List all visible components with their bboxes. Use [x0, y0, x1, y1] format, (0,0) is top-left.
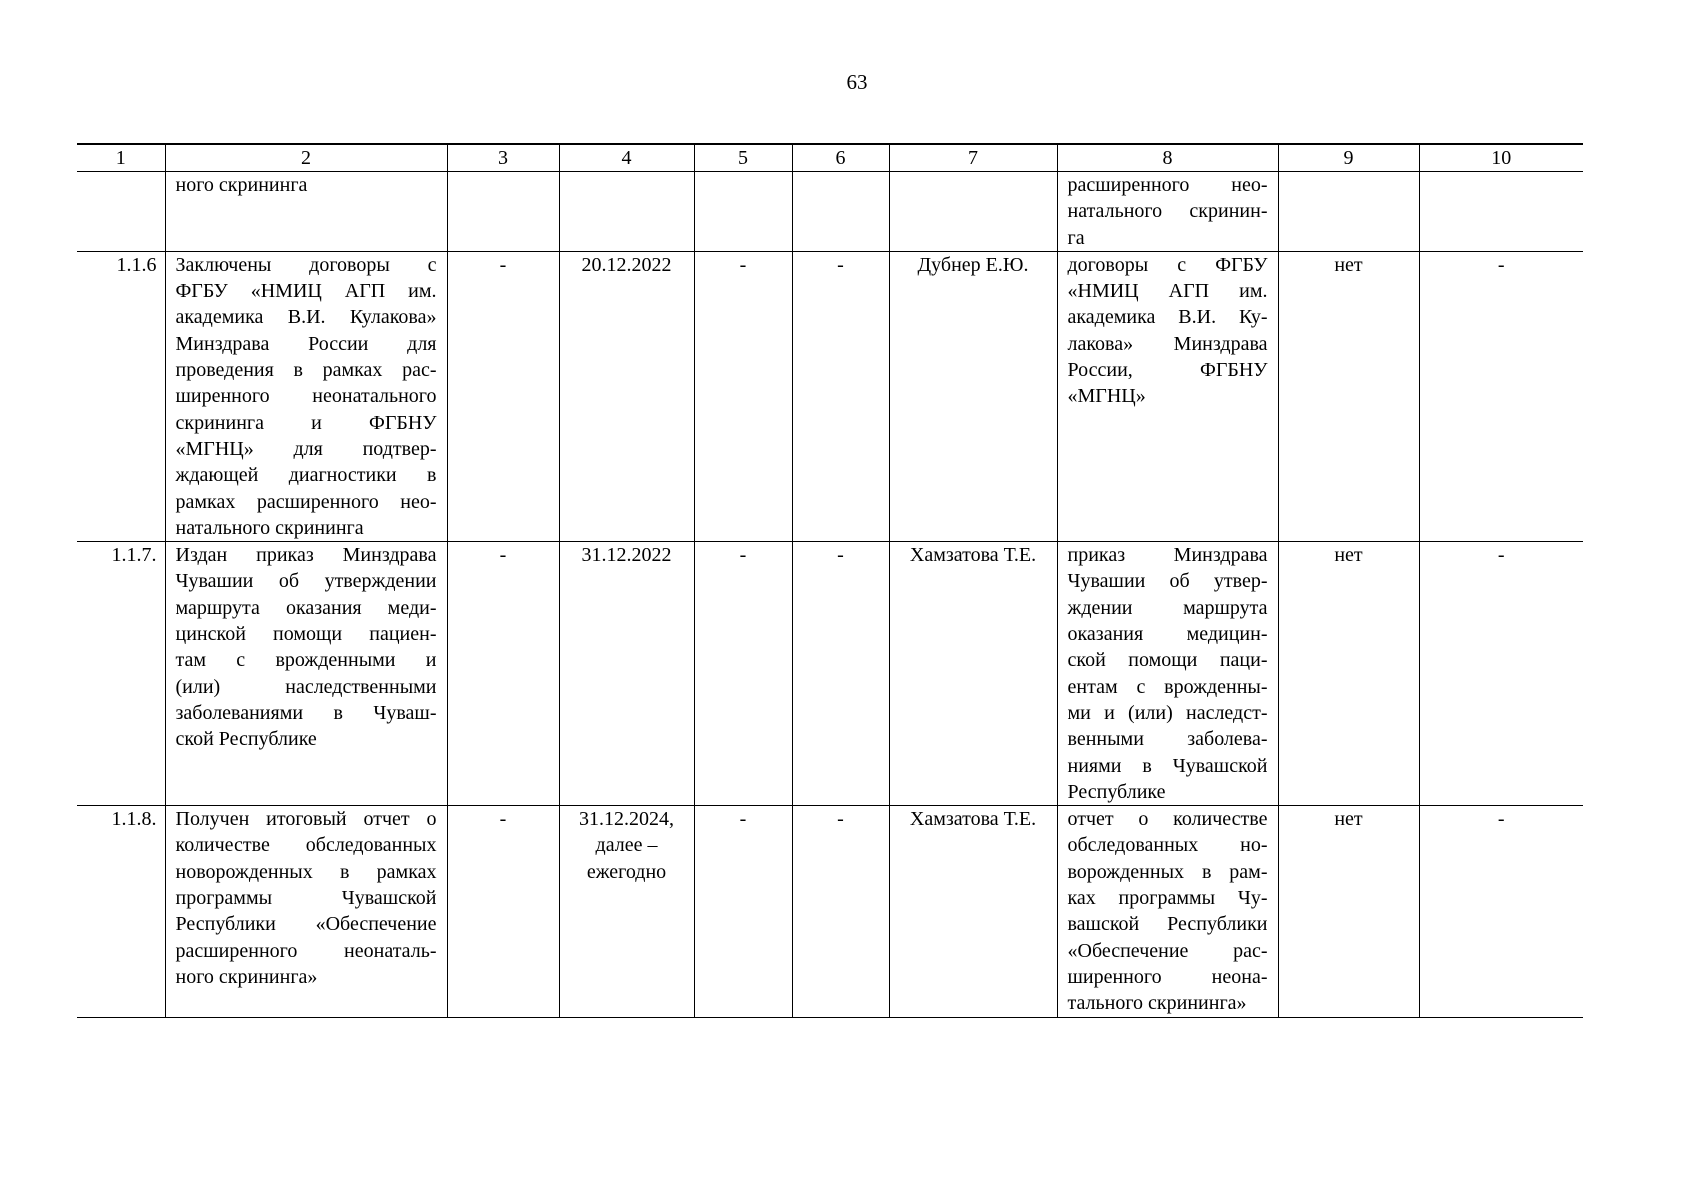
- column-3-cell: -: [447, 542, 559, 806]
- description-cell: [165, 542, 447, 806]
- column-5-cell: -: [694, 806, 792, 1017]
- result-document-cell: [1057, 251, 1278, 541]
- text-line: «Обеспечение рас-: [1067, 939, 1268, 962]
- text-line: цинской помощи пациен-: [175, 623, 437, 646]
- table-row: [77, 806, 1583, 1017]
- text-line: (или) наследственными: [175, 675, 437, 698]
- column-10-cell: -: [1419, 251, 1583, 541]
- column-number-5: 5: [694, 144, 792, 172]
- text-line: 31.12.2022: [581, 544, 672, 567]
- responsible-cell: Дубнер Е.Ю.: [889, 251, 1057, 541]
- text-line: ждающей диагностики в: [175, 464, 437, 487]
- deadline-cell: [559, 251, 694, 541]
- responsible-cell: Хамзатова Т.Е.: [889, 806, 1057, 1017]
- column-number-2: 2: [165, 144, 447, 172]
- table-row: [77, 251, 1583, 541]
- column-6-cell: -: [792, 806, 889, 1017]
- text-line: оказания медицин-: [1067, 623, 1268, 646]
- text-line: Чувашии об утверждении: [175, 570, 437, 593]
- column-5-cell: -: [694, 542, 792, 806]
- text-line: академика В.И. Ку-: [1067, 306, 1268, 329]
- column-10-cell: -: [1419, 806, 1583, 1017]
- item-number-cell: 1.1.8.: [77, 806, 165, 1017]
- text-line: программы Чувашской: [175, 887, 437, 910]
- text-line: Республики «Обеспечение: [175, 913, 437, 936]
- column-6-cell: [792, 172, 889, 252]
- responsible-cell: Хамзатова Т.Е.: [889, 542, 1057, 806]
- item-number-cell: 1.1.6: [77, 251, 165, 541]
- text-line: ворожденных в рам-: [1067, 860, 1268, 883]
- text-line: Заключены договоры с: [175, 253, 437, 276]
- text-line: рамках расширенного нео-: [175, 490, 437, 513]
- text-line: Чувашии об утвер-: [1067, 570, 1268, 593]
- column-10-cell: [1419, 172, 1583, 252]
- description-cell: [165, 172, 447, 252]
- text-line: там с врожденными и: [175, 649, 437, 672]
- text-line: далее –: [595, 834, 658, 857]
- item-number-cell: [77, 172, 165, 252]
- column-number-8: 8: [1057, 144, 1278, 172]
- text-line: приказ Минздрава: [1067, 544, 1268, 567]
- text-line: ниями в Чувашской: [1067, 754, 1268, 777]
- text-line: ми и (или) наследст-: [1067, 701, 1268, 724]
- text-line: «МГНЦ» для подтвер-: [175, 437, 437, 460]
- column-3-cell: -: [447, 806, 559, 1017]
- text-line: ширенного неона-: [1067, 965, 1268, 988]
- text-line: натального скрининга: [175, 516, 364, 539]
- text-line: маршрута оказания меди-: [175, 596, 437, 619]
- description-cell: [165, 251, 447, 541]
- text-line: новорожденных в рамках: [175, 860, 437, 883]
- text-line: 31.12.2024,: [579, 808, 674, 831]
- responsible-cell: [889, 172, 1057, 252]
- column-number-9: 9: [1278, 144, 1419, 172]
- column-3-cell: -: [447, 251, 559, 541]
- text-line: «МГНЦ»: [1067, 385, 1146, 408]
- deadline-cell: [559, 806, 694, 1017]
- text-line: расширенного неонаталь-: [175, 939, 437, 962]
- result-document-cell: [1057, 172, 1278, 252]
- plan-table: [77, 143, 1583, 1018]
- column-9-cell: [1278, 172, 1419, 252]
- table-header-row: [77, 144, 1583, 172]
- column-number-4: 4: [559, 144, 694, 172]
- text-line: договоры с ФГБУ: [1067, 253, 1268, 276]
- deadline-cell: [559, 172, 694, 252]
- result-document-cell: [1057, 542, 1278, 806]
- text-line: ного скрининга»: [175, 965, 318, 988]
- text-line: га: [1067, 226, 1085, 249]
- column-6-cell: -: [792, 542, 889, 806]
- result-document-cell: [1057, 806, 1278, 1017]
- text-line: расширенного нео-: [1067, 174, 1268, 196]
- text-line: 20.12.2022: [581, 253, 672, 276]
- text-line: ФГБУ «НМИЦ АГП им.: [175, 280, 437, 303]
- column-3-cell: [447, 172, 559, 252]
- page-number: 63: [846, 70, 868, 94]
- text-line: Издан приказ Минздрава: [175, 544, 437, 567]
- column-number-6: 6: [792, 144, 889, 172]
- text-line: ного скрининга: [175, 174, 308, 196]
- column-9-cell: нет: [1278, 542, 1419, 806]
- column-number-1: 1: [77, 144, 165, 172]
- text-line: Получен итоговый отчет о: [175, 808, 437, 831]
- text-line: тального скрининга»: [1067, 992, 1247, 1015]
- text-line: обследованных но-: [1067, 834, 1268, 857]
- text-line: лакова» Минздрава: [1067, 332, 1268, 355]
- text-line: Минздрава России для: [175, 332, 437, 355]
- column-6-cell: -: [792, 251, 889, 541]
- column-number-3: 3: [447, 144, 559, 172]
- text-line: венными заболева-: [1067, 728, 1268, 751]
- text-line: ждении маршрута: [1067, 596, 1268, 619]
- text-line: «НМИЦ АГП им.: [1067, 280, 1268, 303]
- text-line: скрининга и ФГБНУ: [175, 411, 437, 434]
- column-9-cell: нет: [1278, 806, 1419, 1017]
- item-number-cell: 1.1.7.: [77, 542, 165, 806]
- text-line: Республике: [1067, 780, 1166, 803]
- text-line: ской помощи паци-: [1067, 649, 1268, 672]
- table-row: [77, 542, 1583, 806]
- text-line: вашской Республики: [1067, 913, 1268, 936]
- text-line: ентам с врожденны-: [1067, 675, 1268, 698]
- column-number-7: 7: [889, 144, 1057, 172]
- column-number-10: 10: [1419, 144, 1583, 172]
- column-9-cell: нет: [1278, 251, 1419, 541]
- text-line: ширенного неонатального: [175, 385, 437, 408]
- description-cell: [165, 806, 447, 1017]
- deadline-cell: [559, 542, 694, 806]
- table-row: [77, 172, 1583, 252]
- text-line: заболеваниями в Чуваш-: [175, 701, 437, 724]
- column-5-cell: -: [694, 251, 792, 541]
- text-line: ской Республике: [175, 728, 317, 751]
- text-line: ежегодно: [586, 860, 667, 883]
- text-line: количестве обследованных: [175, 834, 437, 857]
- column-5-cell: [694, 172, 792, 252]
- text-line: натального скринин-: [1067, 200, 1268, 223]
- text-line: России, ФГБНУ: [1067, 359, 1268, 382]
- column-10-cell: -: [1419, 542, 1583, 806]
- text-line: отчет о количестве: [1067, 808, 1268, 831]
- text-line: проведения в рамках рас-: [175, 359, 437, 382]
- text-line: ках программы Чу-: [1067, 887, 1268, 910]
- text-line: академика В.И. Кулакова»: [175, 306, 437, 329]
